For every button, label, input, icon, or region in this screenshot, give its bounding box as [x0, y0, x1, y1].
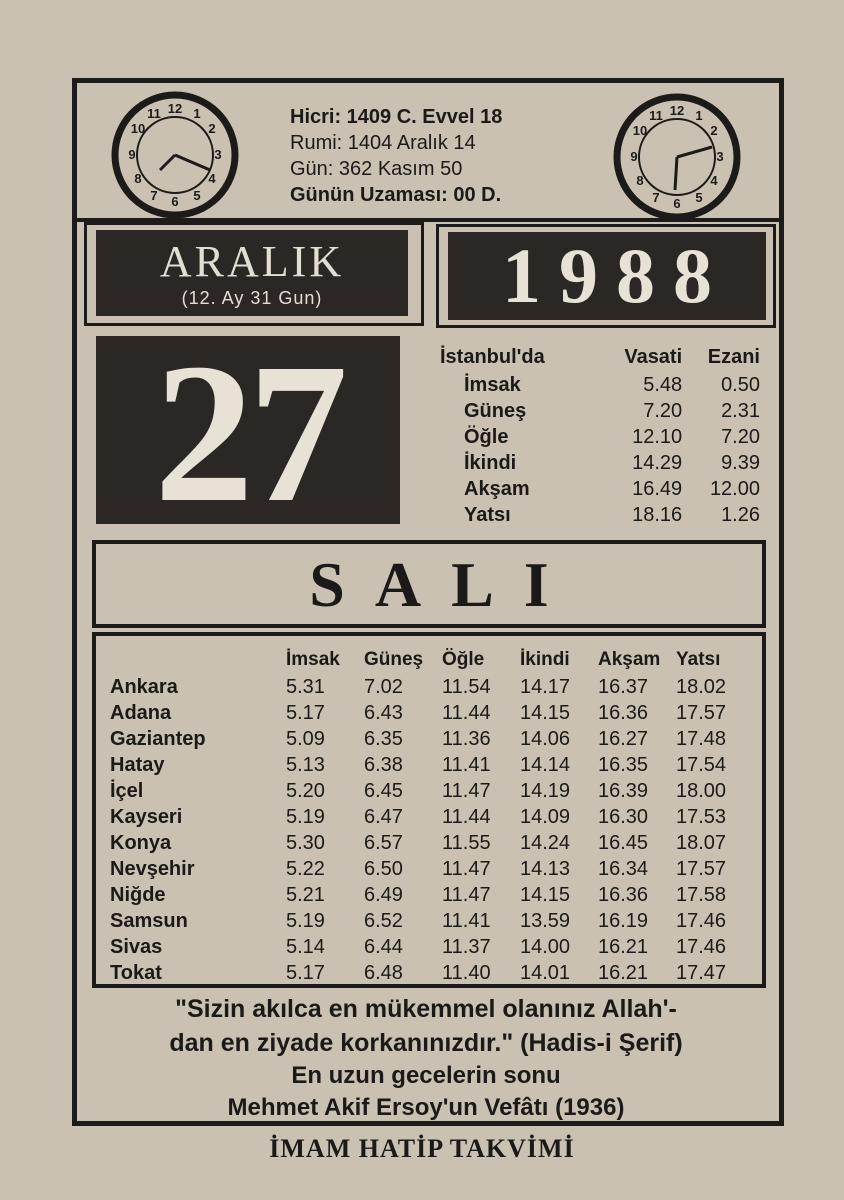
city-name: Samsun: [110, 910, 188, 932]
city-time: 13.59: [520, 910, 571, 932]
city-row: [110, 700, 754, 726]
city-time: 11.55: [442, 832, 491, 854]
svg-text:1: 1: [695, 108, 703, 123]
city-row: [110, 778, 754, 804]
city-time: 16.45: [598, 832, 649, 854]
year: 1988: [448, 232, 766, 320]
city-time: 6.38: [364, 754, 403, 776]
city-row: [110, 804, 754, 830]
svg-text:9: 9: [128, 147, 136, 162]
istanbul-row: [440, 476, 760, 502]
city-time: 14.15: [520, 702, 571, 724]
istanbul-row: [440, 424, 760, 450]
date-info: [290, 104, 502, 208]
city-time: 11.54: [442, 676, 491, 698]
vasati-time: 7.20: [643, 400, 683, 422]
city-name: Kayseri: [110, 806, 183, 828]
city-name: İçel: [110, 780, 144, 802]
city-time: 17.46: [676, 936, 727, 958]
vasati-time: 5.48: [643, 374, 683, 396]
city-row: [110, 960, 754, 986]
city-time: 16.36: [598, 884, 649, 906]
svg-text:8: 8: [636, 173, 644, 188]
prayer-col-header: Akşam: [598, 649, 661, 670]
istanbul-row: [440, 502, 760, 528]
city-row: [110, 726, 754, 752]
city-time: 16.30: [598, 806, 649, 828]
city-time: 18.00: [676, 780, 727, 802]
city-time: 14.24: [520, 832, 571, 854]
city-name: Nevşehir: [110, 858, 195, 880]
city-time: 16.37: [598, 676, 649, 698]
city-time: 18.02: [676, 676, 727, 698]
ezani-time: 2.31: [721, 400, 760, 422]
city-time: 5.14: [286, 936, 325, 958]
city-time: 6.45: [364, 780, 403, 802]
rumi-date: Rumi: 1404 Aralık 14: [290, 132, 476, 154]
ezani-time: 0.50: [721, 374, 760, 396]
svg-text:12: 12: [669, 103, 685, 118]
day-length: Günün Uzaması: 00 D.: [290, 184, 502, 206]
prayer-col-header: Güneş: [364, 649, 424, 670]
city-row: [110, 934, 754, 960]
city-time: 18.07: [676, 832, 727, 854]
svg-text:4: 4: [710, 173, 718, 188]
vasati-time: 12.10: [632, 426, 683, 448]
city-time: 17.47: [676, 962, 727, 984]
prayer-name: Güneş: [464, 400, 527, 422]
event-line-1: En uzun gecelerin sonu: [291, 1062, 561, 1089]
svg-text:12: 12: [167, 101, 183, 116]
ezani-time: 7.20: [721, 426, 760, 448]
city-time: 5.30: [286, 832, 325, 854]
city-row: [110, 830, 754, 856]
city-time: 5.17: [286, 962, 325, 984]
city-time: 14.17: [520, 676, 571, 698]
city-time: 5.31: [286, 676, 325, 698]
vasati-time: 14.29: [632, 452, 683, 474]
svg-text:3: 3: [716, 149, 724, 164]
city-name: Niğde: [110, 884, 166, 906]
day-number: 27: [96, 336, 400, 524]
prayer-col-header: Öğle: [442, 649, 485, 670]
city-time: 6.43: [364, 702, 403, 724]
city-time: 17.54: [676, 754, 727, 776]
col-vasati: Vasati: [624, 346, 683, 368]
city-time: 11.41: [442, 910, 491, 932]
city-row: [110, 908, 754, 934]
vasati-time: 18.16: [632, 504, 683, 526]
prayer-name: İmsak: [464, 374, 521, 396]
city-time: 6.48: [364, 962, 403, 984]
city-name: Ankara: [110, 676, 178, 698]
city-time: 7.02: [364, 676, 403, 698]
city-col-header: [110, 646, 286, 674]
svg-text:3: 3: [214, 147, 222, 162]
istanbul-row: [440, 398, 760, 424]
svg-text:6: 6: [673, 196, 681, 211]
svg-text:8: 8: [134, 171, 142, 186]
city-row: [110, 882, 754, 908]
istanbul-title: İstanbul'da: [440, 346, 545, 368]
city-time: 11.47: [442, 884, 491, 906]
city-time: 17.46: [676, 910, 727, 932]
svg-text:10: 10: [632, 123, 648, 138]
city-time: 6.49: [364, 884, 403, 906]
city-time: 14.14: [520, 754, 571, 776]
city-time: 17.48: [676, 728, 727, 750]
city-time: 14.13: [520, 858, 571, 880]
city-name: Hatay: [110, 754, 165, 776]
city-time: 11.44: [442, 702, 491, 724]
city-time: 16.34: [598, 858, 649, 880]
city-time: 5.09: [286, 728, 325, 750]
city-time: 17.57: [676, 702, 727, 724]
city-time: 5.20: [286, 780, 325, 802]
prayer-col-header: Yatsı: [676, 649, 721, 670]
city-time: 11.44: [442, 806, 491, 828]
city-time: 11.41: [442, 754, 491, 776]
svg-text:2: 2: [208, 121, 216, 136]
city-time: 5.19: [286, 910, 325, 932]
event-line-2: Mehmet Akif Ersoy'un Vefâtı (1936): [227, 1094, 625, 1121]
quote-line-2: dan en ziyade korkanınızdır." (Hadis-i Şerif): [169, 1029, 683, 1057]
city-time: 16.35: [598, 754, 649, 776]
svg-text:4: 4: [208, 171, 216, 186]
istanbul-row: [440, 450, 760, 476]
city-time: 11.36: [442, 728, 491, 750]
city-time: 5.13: [286, 754, 325, 776]
city-time: 6.50: [364, 858, 403, 880]
city-time: 11.47: [442, 858, 491, 880]
svg-text:5: 5: [193, 188, 201, 203]
city-time: 6.44: [364, 936, 403, 958]
prayer-name: Akşam: [464, 478, 530, 500]
city-time: 6.35: [364, 728, 403, 750]
vasati-time: 16.49: [632, 478, 683, 500]
city-time: 14.09: [520, 806, 571, 828]
svg-text:10: 10: [130, 121, 146, 136]
city-name: Tokat: [110, 962, 162, 984]
city-time: 14.06: [520, 728, 571, 750]
city-time: 14.00: [520, 936, 571, 958]
city-time: 14.15: [520, 884, 571, 906]
city-time: 14.01: [520, 962, 571, 984]
svg-text:6: 6: [171, 194, 179, 209]
city-time: 17.53: [676, 806, 727, 828]
city-time: 5.17: [286, 702, 325, 724]
day-of-year: Gün: 362 Kasım 50: [290, 158, 463, 180]
ezani-time: 9.39: [721, 452, 760, 474]
brand-footer: İMAM HATİP TAKVİMİ: [269, 1134, 575, 1163]
day-event: [96, 1060, 756, 1124]
left-clock-icon: [110, 90, 240, 220]
city-time: 11.37: [442, 936, 491, 958]
month-subtitle: (12. Ay 31 Gun): [181, 288, 323, 308]
city-time: 14.19: [520, 780, 571, 802]
hijri-date: Hicri: 1409 C. Evvel 18: [290, 106, 503, 128]
city-name: Adana: [110, 702, 172, 724]
city-time: 17.58: [676, 884, 727, 906]
city-time: 16.27: [598, 728, 649, 750]
city-time: 11.47: [442, 780, 491, 802]
svg-text:5: 5: [695, 190, 703, 205]
city-time: 17.57: [676, 858, 727, 880]
city-prayer-table: [92, 632, 766, 988]
city-time: 16.36: [598, 702, 649, 724]
city-row: [110, 752, 754, 778]
svg-text:7: 7: [652, 190, 660, 205]
ezani-time: 1.26: [721, 504, 760, 526]
weekday: SALI: [92, 540, 766, 628]
right-clock-icon: [612, 92, 742, 222]
prayer-name: Öğle: [464, 426, 509, 448]
prayer-col-header: İmsak: [286, 649, 340, 670]
svg-text:7: 7: [150, 188, 158, 203]
city-time: 16.21: [598, 936, 649, 958]
svg-text:1: 1: [193, 106, 201, 121]
prayer-col-header: İkindi: [520, 649, 570, 670]
city-time: 5.19: [286, 806, 325, 828]
month-box: [96, 230, 408, 316]
city-name: Konya: [110, 832, 172, 854]
month-name: ARALIK: [159, 237, 345, 286]
city-row: [110, 674, 754, 700]
svg-text:2: 2: [710, 123, 718, 138]
svg-text:11: 11: [649, 108, 663, 123]
city-time: 5.21: [286, 884, 325, 906]
city-name: Sivas: [110, 936, 163, 958]
city-time: 16.21: [598, 962, 649, 984]
quote-line-1: "Sizin akılca en mükemmel olanınız Allah'-: [175, 995, 677, 1023]
col-ezani: Ezani: [707, 346, 760, 368]
city-time: 16.39: [598, 780, 649, 802]
city-time: 5.22: [286, 858, 325, 880]
city-time: 6.57: [364, 832, 403, 854]
istanbul-row: [440, 372, 760, 398]
svg-text:9: 9: [630, 149, 638, 164]
istanbul-prayer-times: [440, 342, 760, 528]
prayer-name: İkindi: [464, 452, 517, 474]
city-time: 16.19: [598, 910, 649, 932]
prayer-name: Yatsı: [464, 504, 511, 526]
city-time: 6.52: [364, 910, 403, 932]
hadith-quote: [96, 992, 756, 1060]
city-name: Gaziantep: [110, 728, 206, 750]
city-time: 6.47: [364, 806, 403, 828]
ezani-time: 12.00: [709, 478, 760, 500]
svg-text:11: 11: [147, 106, 161, 121]
city-row: [110, 856, 754, 882]
city-time: 11.40: [442, 962, 491, 984]
